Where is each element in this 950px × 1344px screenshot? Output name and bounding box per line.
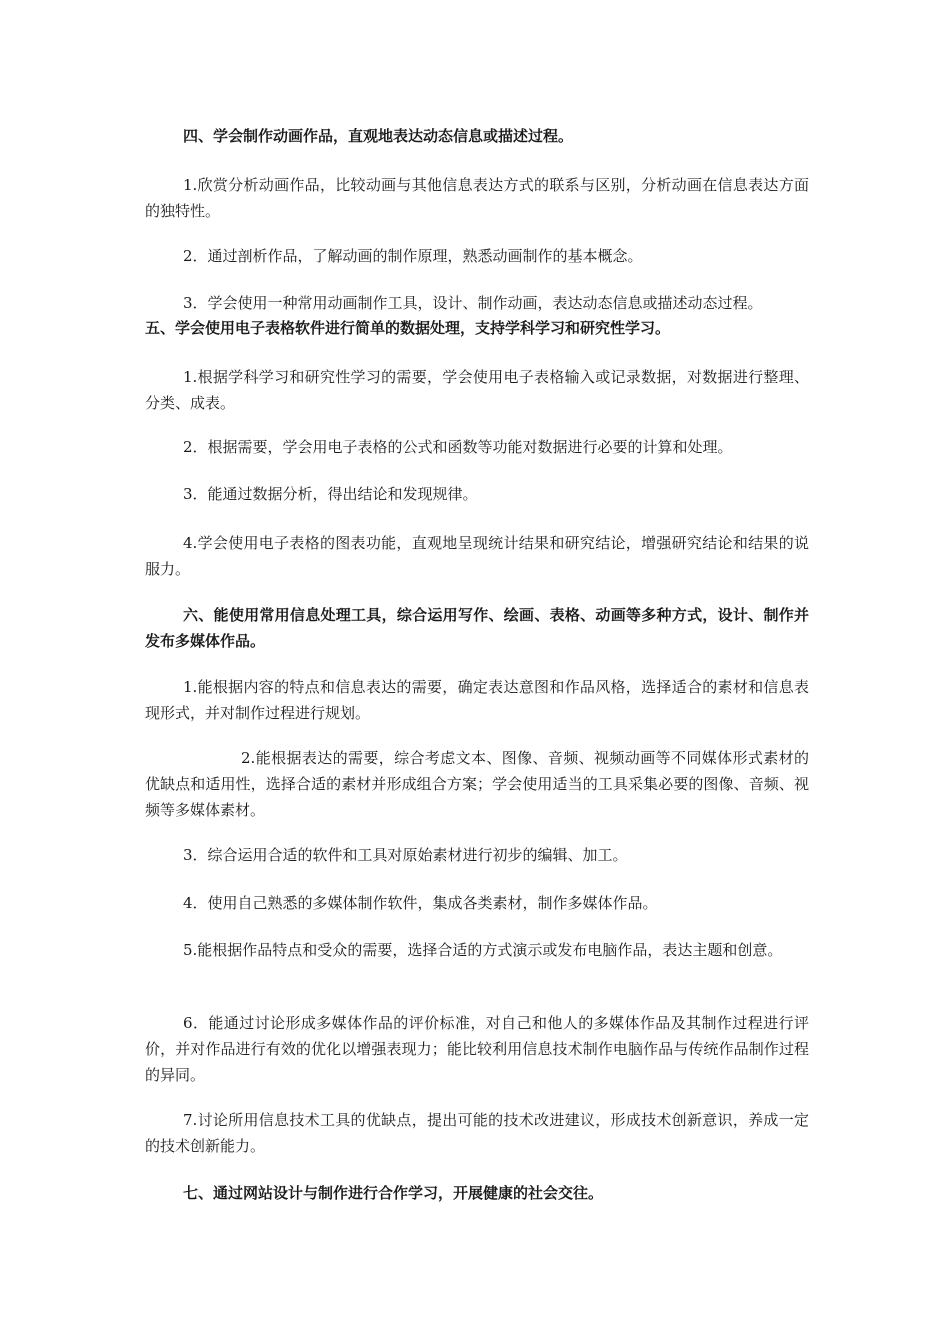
list-item: 3．学会使用一种常用动画制作工具，设计、制作动画，表达动态信息或描述动态过程。 [183,294,763,312]
list-item: 5.能根据作品特点和受众的需要，选择合适的方式演示或发布电脑作品，表达主题和创意。 [183,941,783,959]
list-item: 2．根据需要，学会用电子表格的公式和函数等功能对数据进行必要的计算和处理。 [183,438,733,456]
list-item: 4.学会使用电子表格的图表功能，直观地呈现统计结果和研究结论，增强研究结论和结果的说服力。 [145,534,809,578]
section-heading-5: 五、学会使用电子表格软件进行简单的数据处理，支持学科学习和研究性学习。 [145,319,671,337]
list-item: 3．综合运用合适的软件和工具对原始素材进行初步的编辑、加工。 [183,846,628,864]
list-item: 7.讨论所用信息技术工具的优缺点，提出可能的技术改进建议，形成技术创新意识，养成一定的技术创新能力。 [145,1111,809,1155]
list-item: 2．通过剖析作品，了解动画的制作原理，熟悉动画制作的基本概念。 [183,247,643,265]
list-item: 2.能根据表达的需要，综合考虑文本、图像、音频、视频动画等不同媒体形式素材的优缺点和适用性，选择合适的素材并形成组合方案；学会使用适当的工具采集必要的图像、音频、视频等多媒体素材。 [145,749,809,819]
list-item: 3．能通过数据分析，得出结论和发现规律。 [183,485,478,503]
list-item: 1.能根据内容的特点和信息表达的需要，确定表达意图和作品风格，选择适合的素材和信息表现形式，并对制作过程进行规划。 [145,678,809,722]
list-item: 1.欣赏分析动画作品，比较动画与其他信息表达方式的联系与区别，分析动画在信息表达方面的独特性。 [145,176,809,220]
section-heading-7: 七、通过网站设计与制作进行合作学习，开展健康的社会交往。 [183,1184,604,1202]
section-heading-4: 四、学会制作动画作品，直观地表达动态信息或描述过程。 [183,127,574,145]
list-item: 1.根据学科学习和研究性学习的需要，学会使用电子表格输入或记录数据，对数据进行整理、分类、成表。 [145,368,809,412]
list-item: 4．使用自己熟悉的多媒体制作软件，集成各类素材，制作多媒体作品。 [183,894,658,912]
section-heading-6: 六、能使用常用信息处理工具，综合运用写作、绘画、表格、动画等多种方式，设计、制作并发布多媒体作品。 [145,606,809,650]
list-item: 6．能通过讨论形成多媒体作品的评价标准，对自己和他人的多媒体作品及其制作过程进行评价，并对作品进行有效的优化以增强表现力；能比较利用信息技术制作电脑作品与传统作品制作过程的异同。 [145,1014,809,1084]
